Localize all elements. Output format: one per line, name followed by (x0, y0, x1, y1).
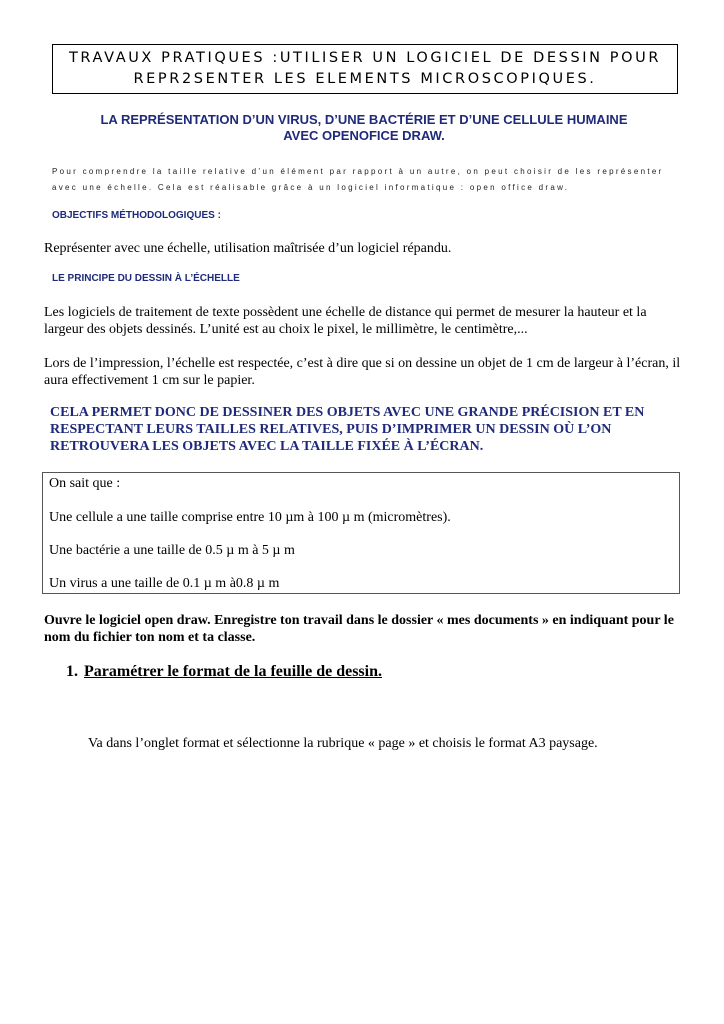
document-title-box (52, 44, 678, 94)
section-1-heading (66, 663, 382, 681)
objectifs-heading: OBJECTIFS MÉTHODOLOGIQUES : (52, 210, 221, 221)
intro-line-1: Pour comprendre la taille relative d’un élément par rapport à un autre, on peut choisir de les représenter (52, 167, 664, 176)
principe-heading: LE PRINCIPE DU DESSIN À L’ÉCHELLE (52, 273, 240, 284)
principe-paragraph-2: Lors de l’impression, l’échelle est respectée, c’est à dire que si on dessine un objet de 1 cm de largeur à l’écran, il aura effectivement 1 cm sur le papier. (44, 356, 681, 388)
fact-cellule: Une cellule a une taille comprise entre 10 µm à 100 µ m (micromètres). (49, 510, 451, 525)
fact-bacterie: Une bactérie a une taille de 0.5 µ m à 5 µ m (49, 543, 295, 558)
section-1-title: Paramétrer le format de la feuille de dessin. (84, 663, 382, 680)
intro-line-2: avec une échelle. Cela est réalisable grâce à un logiciel informatique : open office draw. (52, 183, 570, 192)
document-title-line-1: TRAVAUX PRATIQUES :UTILISER UN LOGICIEL DE DESSIN POUR (68, 50, 662, 66)
facts-box (42, 472, 680, 594)
facts-intro: On sait que : (49, 476, 121, 491)
highlight-line-1: CELA PERMET DONC DE DESSINER DES OBJETS AVEC UNE GRANDE PRÉCISION ET EN (50, 405, 645, 420)
subtitle-line-1: LA REPRÉSENTATION D’UN VIRUS, D’UNE BACTÉRIE ET D’UNE CELLULE HUMAINE (100, 112, 628, 127)
objectifs-text: Représenter avec une échelle, utilisation maîtrisée d’un logiciel répandu. (44, 241, 452, 256)
subtitle-line-2: AVEC OPENOFICE DRAW. (283, 128, 445, 143)
section-1-instruction: Va dans l’onglet format et sélectionne la rubrique « page » et choisis le format A3 paysage. (88, 736, 598, 751)
document-title-line-2: REPR2SENTER LES ELEMENTS MICROSCOPIQUES. (133, 71, 597, 87)
section-1-number: 1. (66, 663, 78, 680)
principe-paragraph-1: Les logiciels de traitement de texte possèdent une échelle de distance qui permet de mesurer la hauteur et la largeur des objets dessinés. L’unité est au choix le pixel, le millimètre, le centimètre,... (44, 305, 647, 337)
instructions-text: Ouvre le logiciel open draw. Enregistre ton travail dans le dossier « mes documents » en indiquant pour le nom du fichier ton nom et ta classe. (44, 613, 674, 645)
highlight-line-2: RESPECTANT LEURS TAILLES RELATIVES, PUIS D’IMPRIMER UN DESSIN OÙ L’ON (50, 422, 612, 437)
fact-virus: Un virus a une taille de 0.1 µ m à0.8 µ m (49, 576, 280, 591)
highlight-line-3: RETROUVERA LES OBJETS AVEC LA TAILLE FIXÉE À L’ÉCRAN. (50, 439, 484, 454)
